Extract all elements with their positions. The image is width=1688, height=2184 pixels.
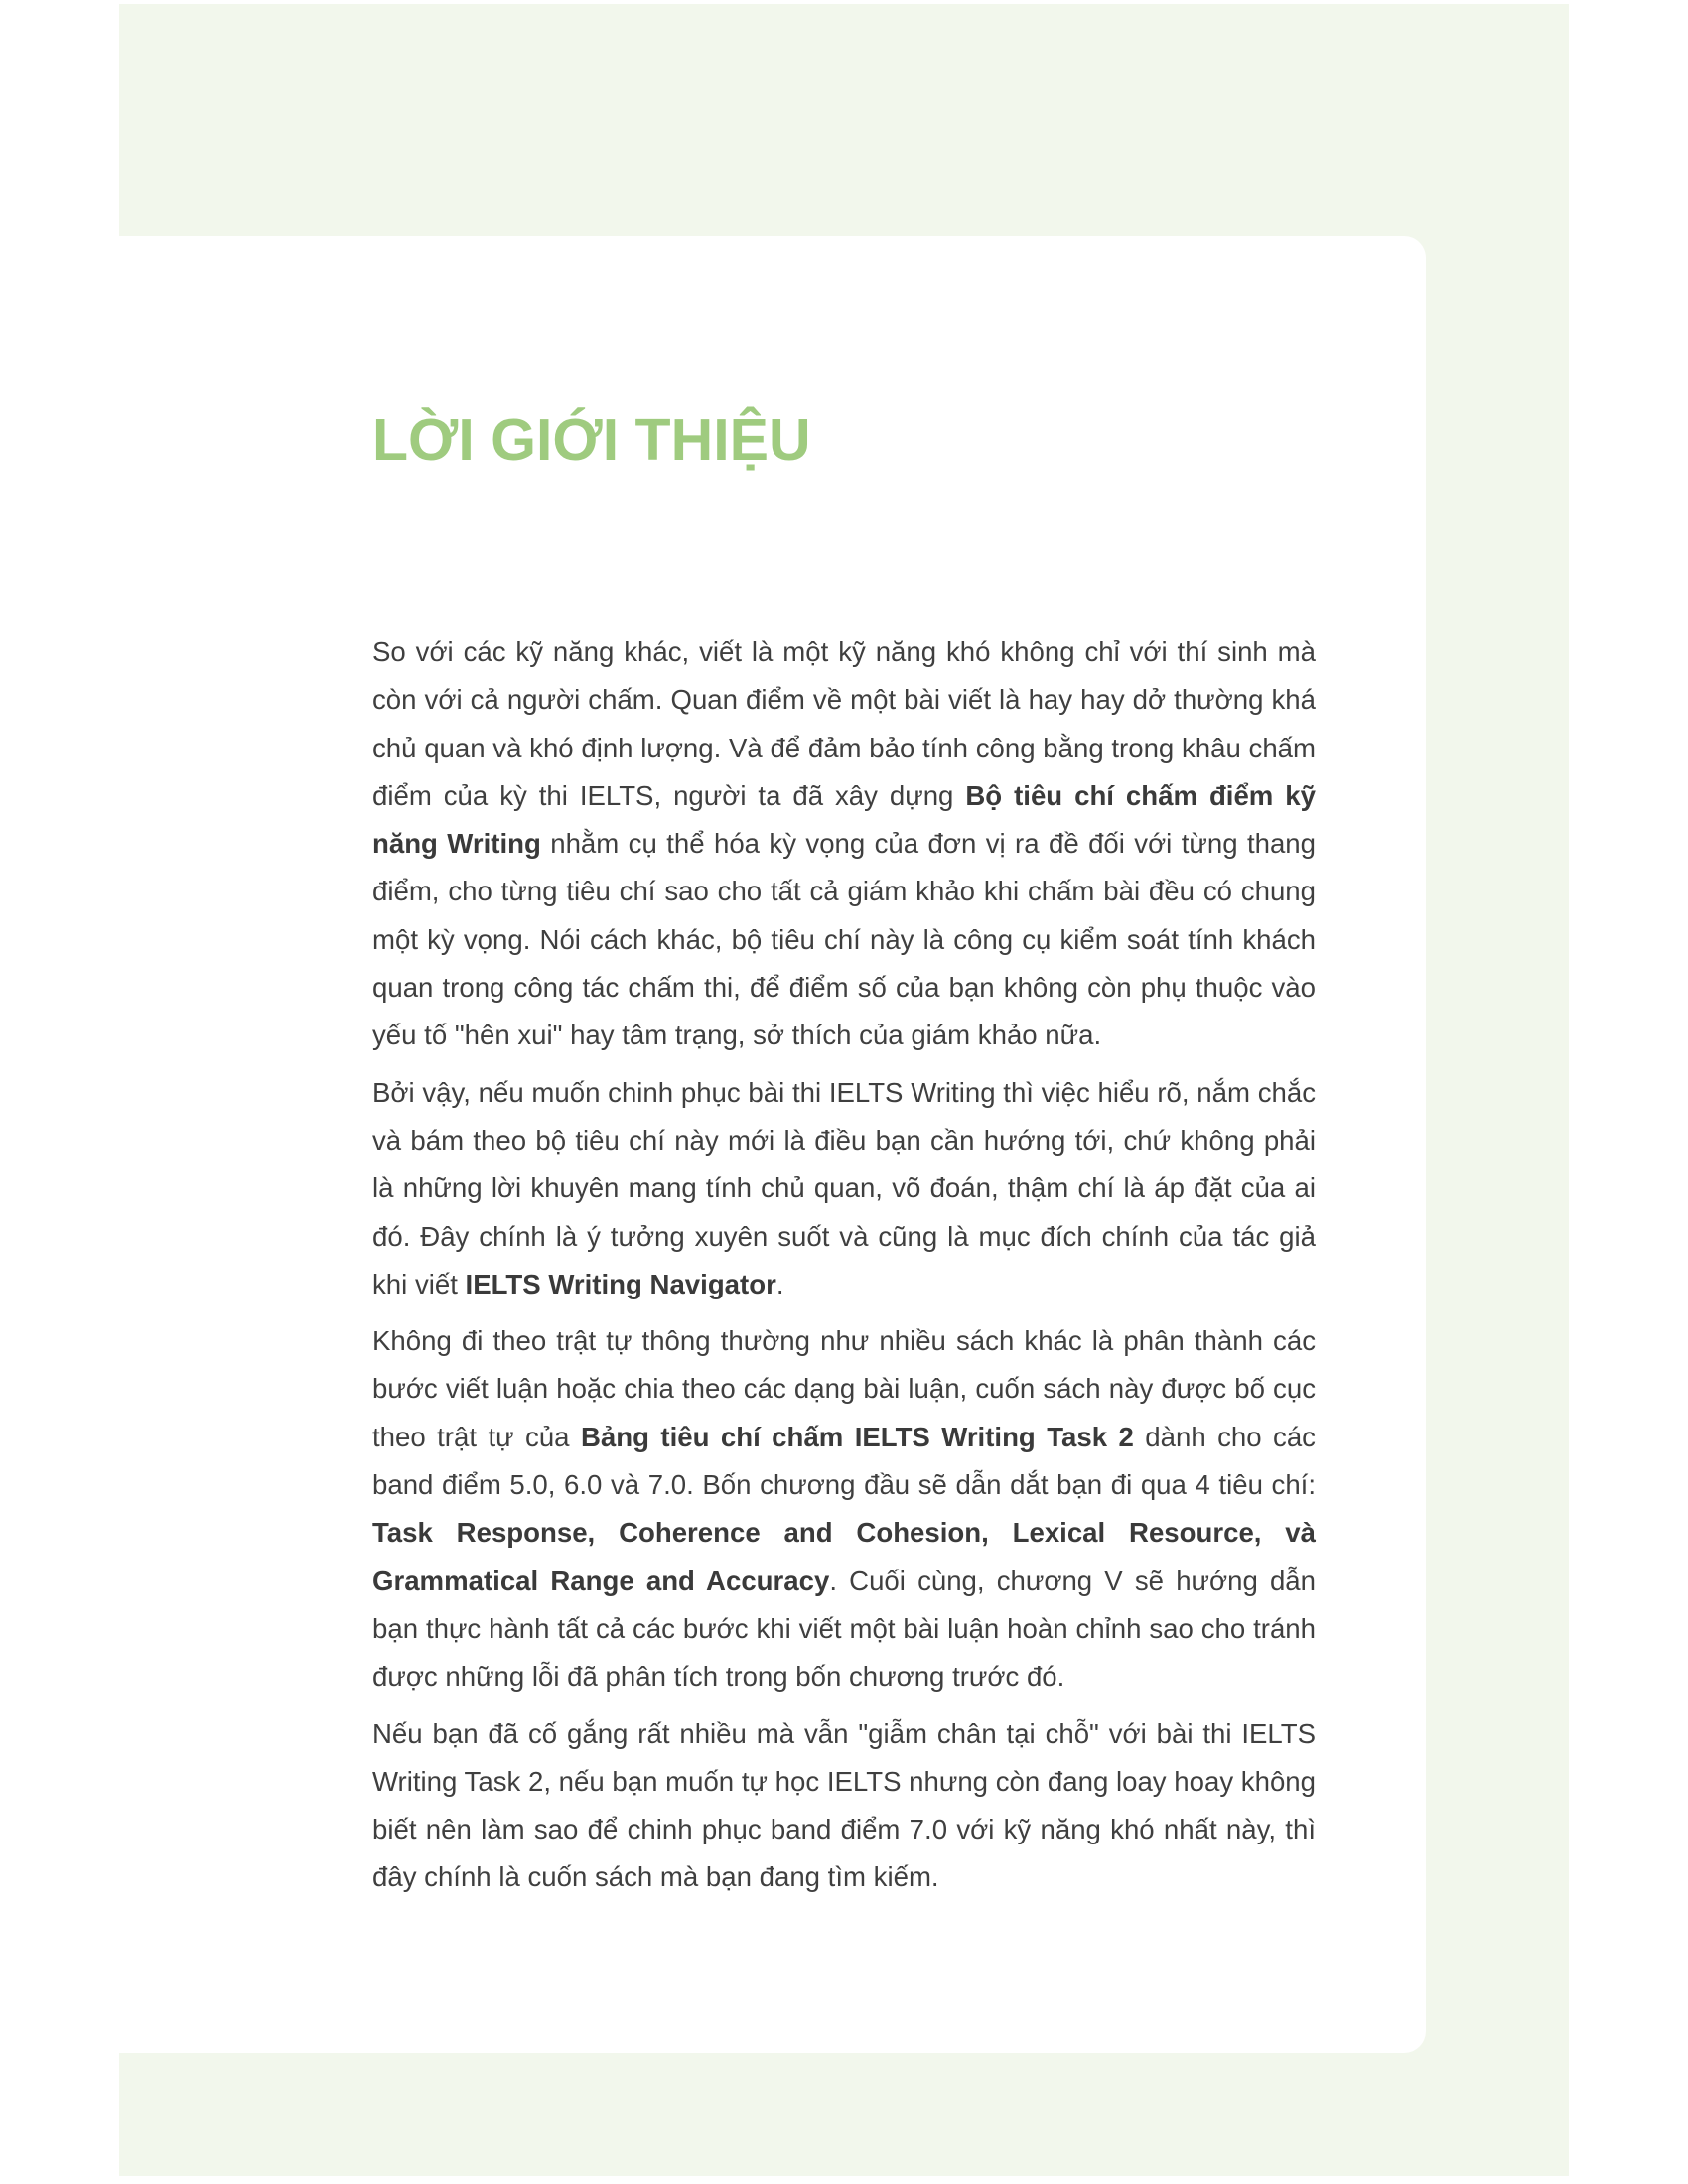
- page-title: LỜI GIỚI THIỆU: [372, 407, 811, 473]
- paragraph-2: [372, 1069, 1316, 1308]
- paragraph-2-book-title: IELTS Writing Navigator: [465, 1268, 776, 1299]
- paragraph-3: [372, 1317, 1316, 1701]
- paragraph-1-bold-term: Bộ tiêu chí chấm điểm kỹ năng Writing: [372, 779, 1316, 860]
- body-text: [372, 628, 1316, 1902]
- paragraph-3-criteria: Task Response, Coherence and Cohesion, Lexical Resource, và Grammatical Range and Accuracy: [372, 1517, 1316, 1596]
- paragraph-4: [372, 1710, 1316, 1902]
- paragraph-1-segment: nhằm cụ thể hóa kỳ vọng của đơn vị ra đề đối với từng thang điểm, cho từng tiêu chí sao cho tất cả giám khảo khi chấm bài đều có chung một kỳ vọng. Nói cách khác, bộ tiêu chí này là công cụ kiểm soát tính khách quan trong công tác chấm thi, để điểm số của bạn không còn phụ thuộc vào yếu tố "hên xui" hay tâm trạng, sở thích của giám khảo nữa.: [372, 828, 1316, 1051]
- paragraph-4-segment: Nếu bạn đã cố gắng rất nhiều mà vẫn "giẫm chân tại chỗ" với bài thi IELTS Writing Task 2, nếu bạn muốn tự học IELTS nhưng còn đang loay hoay không biết nên làm sao để chinh phục band điểm 7.0 với kỹ năng khó nhất này, thì đây chính là cuốn sách mà bạn đang tìm kiếm.: [372, 1717, 1316, 1893]
- paragraph-3-segment: . Cuối cùng, chương V sẽ hướng dẫn bạn thực hành tất cả các bước khi viết một bài luận hoàn chỉnh sao cho tránh được những lỗi đã phân tích trong bốn chương trước đó.: [372, 1565, 1317, 1693]
- paragraph-3-segment: dành cho các band điểm 5.0, 6.0 và 7.0. Bốn chương đầu sẽ dẫn dắt bạn đi qua 4 tiêu chí:: [372, 1421, 1316, 1501]
- paragraph-3-segment: Không đi theo trật tự thông thường như nhiều sách khác là phân thành các bước viết luận hoặc chia theo các dạng bài luận, cuốn sách này được bố cục theo trật tự của: [372, 1325, 1316, 1452]
- paragraph-1: [372, 628, 1316, 1060]
- paragraph-2-segment: Bởi vậy, nếu muốn chinh phục bài thi IELTS Writing thì việc hiểu rõ, nắm chắc và bám theo bộ tiêu chí này mới là điều bạn cần hướng tới, chứ không phải là những lời khuyên mang tính chủ quan, võ đoán, thậm chí là áp đặt của ai đó. Đây chính là ý tưởng xuyên suốt và cũng là mục đích chính của tác giả khi viết: [372, 1076, 1316, 1299]
- paragraph-3-bold-term: Bảng tiêu chí chấm IELTS Writing Task 2: [580, 1421, 1134, 1452]
- paragraph-1-segment: So với các kỹ năng khác, viết là một kỹ năng khó không chỉ với thí sinh mà còn với cả người chấm. Quan điểm về một bài viết là hay hay dở thường khá chủ quan và khó định lượng. Và để đảm bảo tính công bằng trong khâu chấm điểm của kỳ thi IELTS, người ta đã xây dựng: [372, 636, 1316, 811]
- paragraph-2-segment: .: [775, 1268, 784, 1299]
